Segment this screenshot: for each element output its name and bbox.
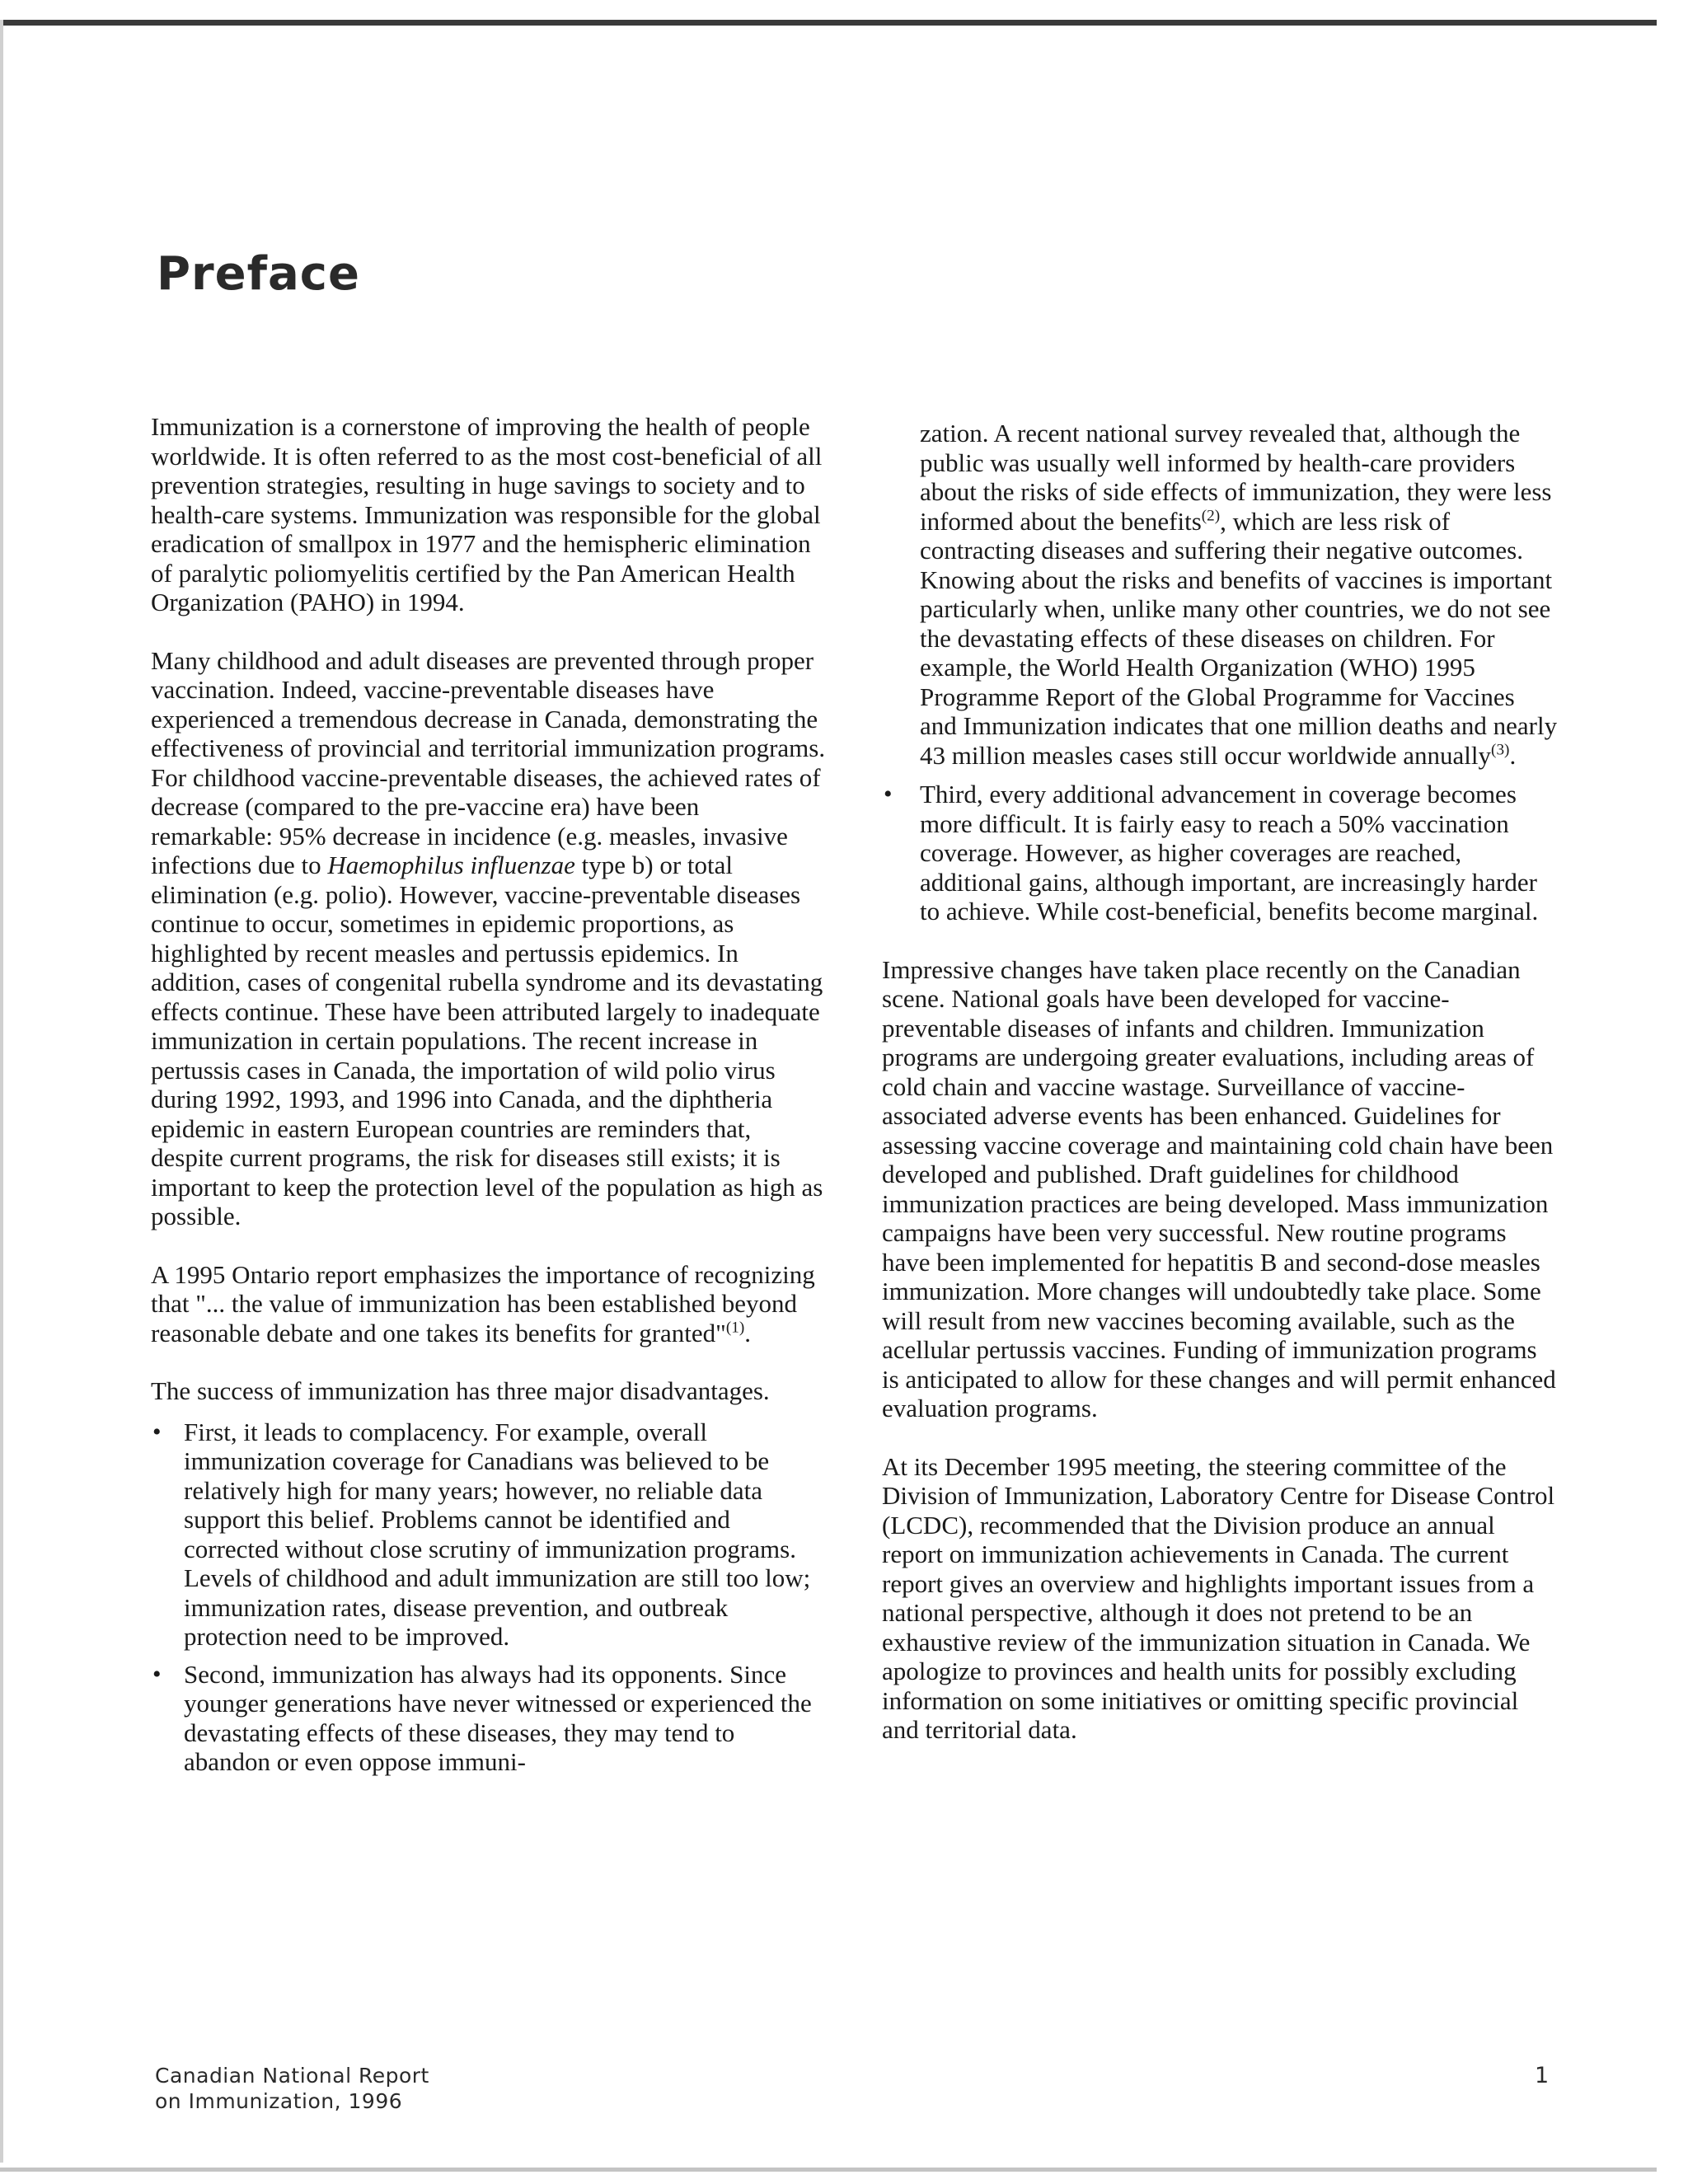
bottom-rule [0, 2168, 1657, 2172]
page-title: Preface [157, 247, 360, 301]
paragraph-intro: Immunization is a cornerstone of improving the health of people worldwide. It is often referred to as the most cost-beneficial of all prevention strategies, resulting in huge savings to society and to health-care systems. Immunization was responsible for the global eradication of smallpox in 1977 and the hemispheric elimination of paralytic poliomyelitis certified by the Pan American Health Organization (PAHO) in 1994. [151, 412, 823, 616]
reference-2: (2) [1201, 507, 1221, 525]
disadvantages-list-part-2 [882, 780, 1558, 926]
paragraph-diseases-text-a: Many childhood and adult diseases are prevented through proper vaccination. Indeed, vaccine-preventable diseases have experienced a tremendous decrease in Canada, demonstrating the effectiveness of provincial and territorial immunization programs. For childhood vaccine-preventable diseases, the achieved rates of decrease (compared to the pre-vaccine era) have been remarkable: 95% decrease in incidence (e.g. measles, invasive infections due to [151, 645, 826, 879]
continuation-text-a: zation. A recent national survey revealed that, although the public was usually well informed by health-care providers about the risks of side effects of immunization, they were less informed about the benefits [920, 419, 1552, 536]
paragraph-diseases-text-b: type b) or total elimination (e.g. polio). However, vaccine-preventable diseases continue to occur, sometimes in epidemic proportions, as highlighted by recent measles and pertussis epidemics. In addition, cases of congenital rubella syndrome and its devastating effects continue. These have been attributed largely to inadequate immunization in certain populations. The recent increase in pertussis cases in Canada, the importation of wild polio virus during 1992, 1993, and 1996 into Canada, and the diphtheria epidemic in eastern European countries are reminders that, despite current programs, the risk for diseases still exists; it is important to keep the protection level of the population as high as possible. [151, 851, 823, 1230]
list-item [151, 1418, 827, 1652]
continuation-end: . [1509, 740, 1517, 770]
bullet-icon: • [152, 1418, 162, 1446]
bullet-first-text: First, it leads to complacency. For example, overall immunization coverage for Canadians was believed to be relatively high for many years; however, no reliable data support this belief. Problems cannot be identified and corrected without close scrutiny of immunization programs. Levels of childhood and adult immunization are still too low; immunization rates, disease prevention, and outbreak protection need to be improved. [184, 1417, 811, 1651]
footer-line-1: Canadian National Report [155, 2064, 429, 2088]
bullet-second-text: Second, immunization has always had its opponents. Since younger generations have never witnessed or experienced the devastating effects of these diseases, they may tend to abandon or even oppose immuni- [184, 1659, 812, 1776]
right-column [882, 419, 1558, 1774]
disadvantages-list-part-1 [151, 1418, 827, 1777]
bullet-icon: • [152, 1660, 162, 1688]
bullet-third-text: Third, every additional advancement in coverage becomes more difficult. It is fairly easy to reach a 50% vaccination coverage. However, as higher coverages are reached, additional gains, although important, are increasingly harder to achieve. While cost-beneficial, benefits become marginal. [920, 780, 1539, 926]
ontario-report-text: A 1995 Ontario report emphasizes the importance of recognizing that "... the value of immunization has been established beyond reasonable debate and one takes its benefits for granted" [151, 1259, 815, 1347]
reference-1: (1) [725, 1319, 745, 1337]
left-page-edge [0, 20, 3, 2163]
page-number: 1 [1535, 2063, 1550, 2088]
left-column [151, 412, 827, 1806]
paragraph-steering-committee: At its December 1995 meeting, the steering committee of the Division of Immunization, Laboratory Centre for Disease Control (LCDC), recommended that the Division produce an annual report on immunization achievements in Canada. The current report gives an overview and highlights important issues from a national perspective, although it does not pretend to be an exhaustive review of the immunization situation in Canada. We apologize to provinces and health units for possibly excluding information on some initiatives or omitting specific provincial and territorial data. [882, 1451, 1555, 1744]
top-rule [0, 20, 1657, 26]
list-item [151, 1660, 827, 1777]
paragraph-impressive-changes: Impressive changes have taken place recently on the Canadian scene. National goals have been developed for vaccine-preventable diseases of infants and children. Immunization programs are undergoing greater evaluations, including areas of cold chain and vaccine wastage. Surveillance of vaccine-associated adverse events has been enhanced. Guidelines for assessing vaccine coverage and maintaining cold chain have been developed and published. Draft guidelines for childhood immunization practices are being developed. Mass immunization campaigns have been very successful. New routine programs have been implemented for hepatitis B and second-dose measles immunization. More changes will undoubtedly take place. Some will result from new vaccines becoming available, such as the acellular pertussis vaccines. Funding of immunization programs is anticipated to allow for these changes and will permit enhanced evaluation programs. [882, 954, 1556, 1422]
list-item [882, 780, 1558, 926]
footer-report-title [155, 2063, 429, 2114]
paragraph-diseases [151, 646, 827, 1231]
bullet-icon: • [884, 780, 893, 808]
paragraph-ontario-report [151, 1260, 827, 1348]
footer-line-2: on Immunization, 1996 [155, 2089, 403, 2113]
ontario-report-end: . [744, 1318, 751, 1347]
continuation-text-b: , which are less risk of contracting diseases and suffering their negative outcomes. Knowing about the risks and benefits of vaccines is important particularly when, unlike many other countries, we do not see the devastating effects of these diseases on children. For example, the World Health Organization (WHO) 1995 Programme Report of the Global Programme for Vaccines and Immunization indicates that one million deaths and nearly 43 million measles cases still occur worldwide annually [920, 506, 1558, 770]
paragraph-disadvantages: The success of immunization has three major disadvantages. [151, 1376, 770, 1405]
reference-3: (3) [1491, 741, 1510, 759]
paragraph-diseases-italic: Haemophilus influenzae [327, 851, 575, 879]
bullet-second-continuation [882, 419, 1558, 770]
